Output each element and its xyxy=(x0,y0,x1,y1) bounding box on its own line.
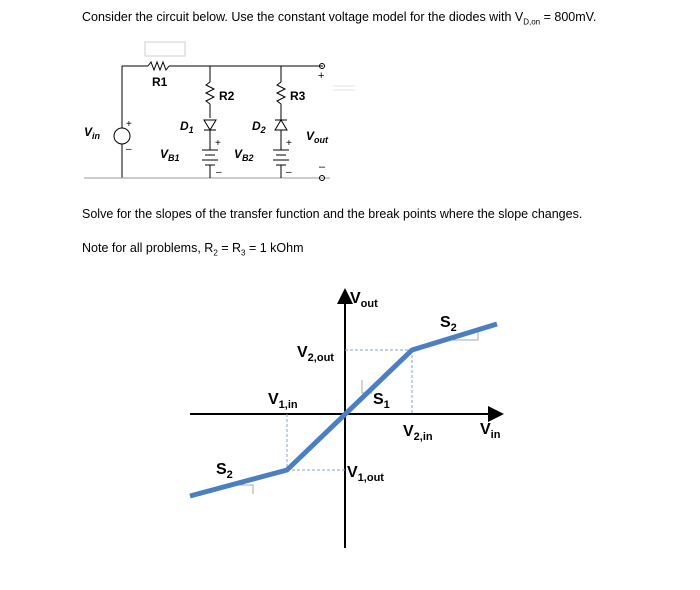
vb2-letter: V xyxy=(234,147,243,161)
vb1-plus: + xyxy=(215,138,221,149)
s2-right-sub: 2 xyxy=(450,322,457,334)
note-prefix: Note for all problems, R xyxy=(82,241,214,255)
vout-letter: V xyxy=(306,129,315,143)
s1-letter: S xyxy=(373,391,384,408)
slope-triangle-s2-left xyxy=(226,485,253,494)
x-axis-letter: V xyxy=(480,421,491,438)
s1-label xyxy=(373,391,390,411)
x-axis-label xyxy=(480,421,501,441)
s1-sub: 1 xyxy=(383,399,390,411)
slope-triangle-s2-right xyxy=(450,328,478,340)
r1-resistor xyxy=(148,62,169,70)
vb2-minus: – xyxy=(286,167,292,178)
intro-prefix: Consider the circuit below. Use the constant voltage model for the diodes with V xyxy=(82,10,524,24)
vout-minus: – xyxy=(319,161,326,173)
vin-sub: in xyxy=(92,131,101,141)
vin-letter: V xyxy=(84,125,93,139)
v2in-sub: 2,in xyxy=(413,431,433,443)
note-mid: = R xyxy=(217,241,242,255)
circuit-diagram xyxy=(0,0,700,200)
vb2-sub: B2 xyxy=(242,153,254,163)
v1in-letter: V xyxy=(268,391,279,408)
v1in-label xyxy=(268,391,298,411)
vb1-label xyxy=(160,147,180,163)
d1-letter: D xyxy=(180,119,189,133)
v2out-sub: 2,out xyxy=(307,352,334,364)
vin-minus: – xyxy=(126,144,132,155)
r3-label: R3 xyxy=(290,89,306,103)
x-axis-sub: in xyxy=(490,429,501,441)
r2-resistor xyxy=(206,82,214,104)
task-text: Solve for the slopes of the transfer function and the break points where the slope changes. xyxy=(82,207,583,221)
vb1-letter: V xyxy=(160,147,169,161)
d1-label xyxy=(180,119,194,135)
vout-label xyxy=(306,129,329,145)
v1out-sub: 1,out xyxy=(357,472,384,484)
slope-triangle-s1 xyxy=(362,380,372,393)
v1in-sub: 1,in xyxy=(278,399,298,411)
intro-suffix: = 800mV. xyxy=(540,10,597,24)
note-r3-sub: 3 xyxy=(241,248,246,258)
v2in-letter: V xyxy=(403,423,414,440)
vb2-label xyxy=(234,147,254,163)
r3-resistor xyxy=(277,82,285,104)
note-r2-sub: 2 xyxy=(213,248,218,258)
y-axis-label xyxy=(350,290,378,310)
vin-label xyxy=(84,125,101,141)
note-suffix: = 1 kOhm xyxy=(245,241,304,255)
d1-sub: 1 xyxy=(188,125,194,135)
y-axis-sub: out xyxy=(360,298,378,310)
v1out-letter: V xyxy=(347,464,358,481)
v1out-label xyxy=(347,464,384,484)
vb2-plus: + xyxy=(286,138,292,149)
vb1-sub: B1 xyxy=(168,153,180,163)
s2-left-letter: S xyxy=(216,461,227,478)
d2-sub: 2 xyxy=(260,125,266,135)
vout-plus: + xyxy=(318,70,325,82)
vb1-minus: – xyxy=(216,167,222,178)
intro-sub: D,on xyxy=(523,17,541,27)
s2-left-sub: 2 xyxy=(226,469,233,481)
note-text xyxy=(82,241,304,258)
v2out-label xyxy=(297,344,334,364)
r1-label: R1 xyxy=(152,75,168,89)
s2-right-label xyxy=(440,314,457,334)
y-axis-letter: V xyxy=(350,290,361,307)
d2-label xyxy=(252,119,266,135)
r2-label: R2 xyxy=(219,89,235,103)
s2-left-label xyxy=(216,461,233,481)
vin-plus: + xyxy=(126,119,132,130)
v2in-label xyxy=(403,423,433,443)
s2-right-letter: S xyxy=(440,314,451,331)
vin-source xyxy=(114,128,130,144)
d1-diode xyxy=(204,120,216,130)
selection-box xyxy=(145,42,185,56)
transfer-curve xyxy=(190,324,497,496)
d2-diode xyxy=(275,120,287,130)
d2-letter: D xyxy=(252,119,261,133)
v2out-letter: V xyxy=(297,344,308,361)
vout-sub: out xyxy=(314,135,329,145)
